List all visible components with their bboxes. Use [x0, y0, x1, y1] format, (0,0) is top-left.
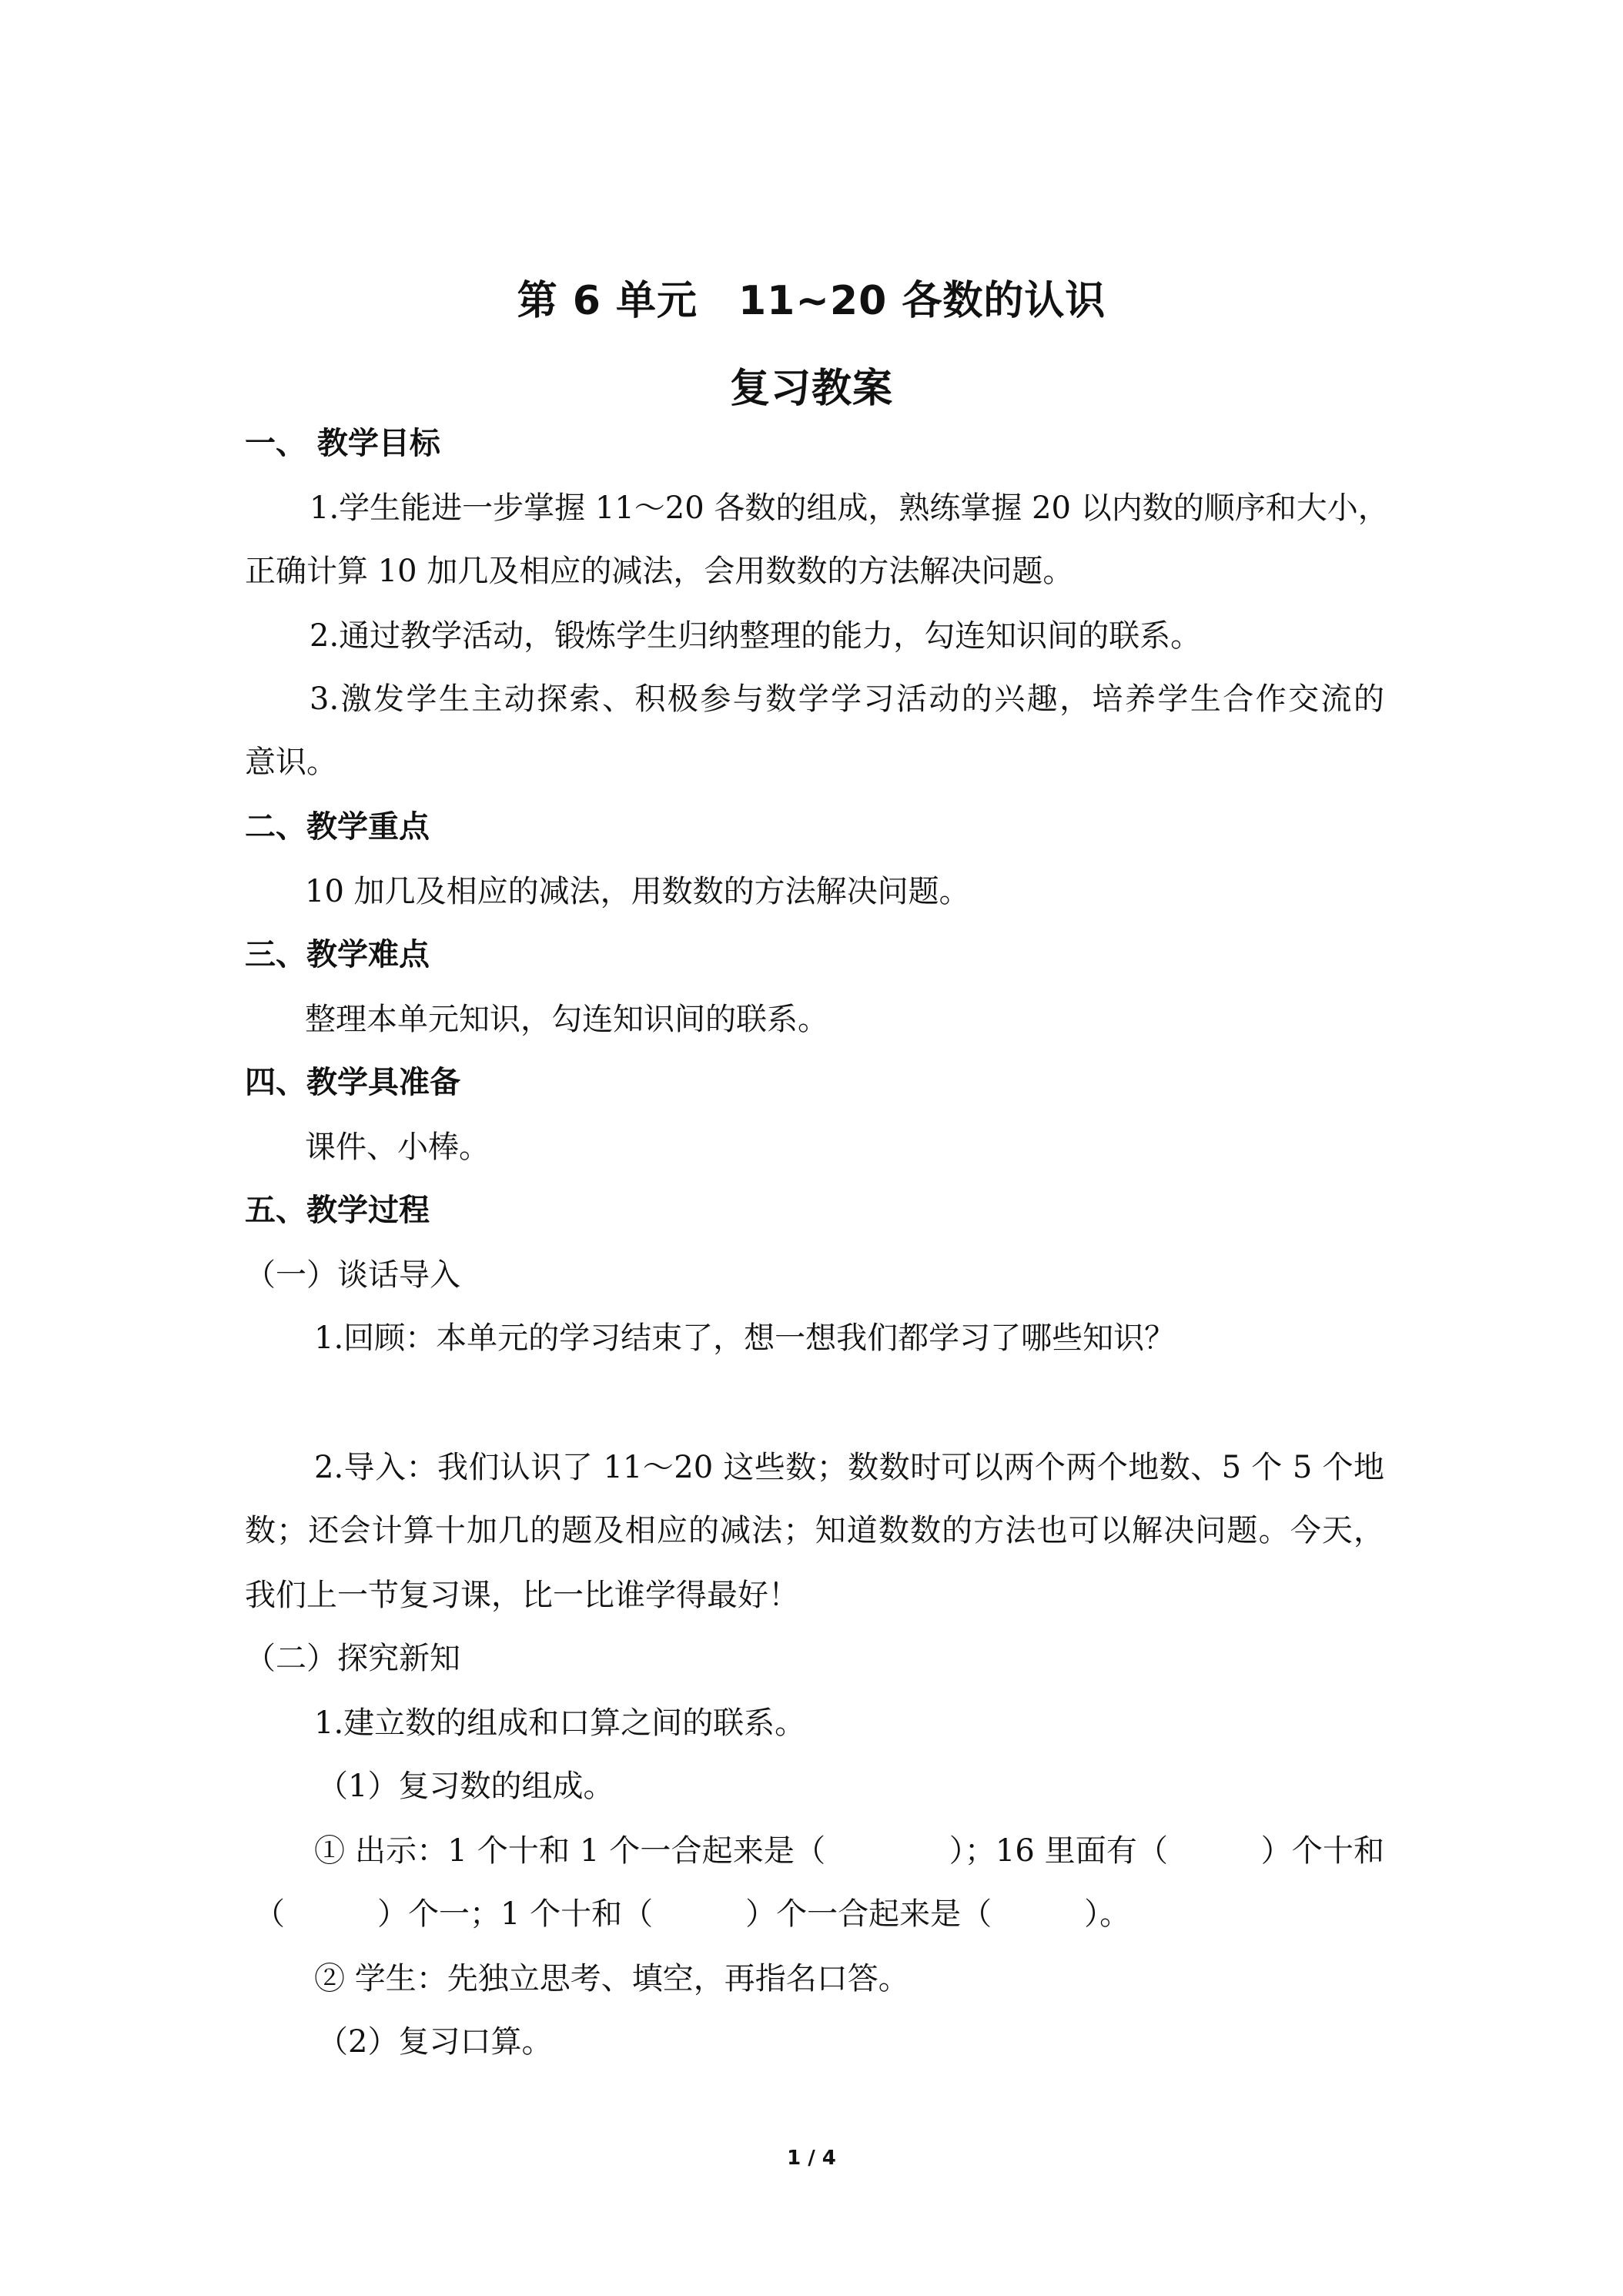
composition-question-line-2: （ ）个一；1 个十和（ ）个一合起来是（ ）。: [254, 1896, 1131, 1932]
subsection-explore: （二）探究新知: [245, 1641, 460, 1676]
explore-item-1-1: （1）复习数的组成。: [317, 1769, 614, 1804]
subsection-intro: （一）谈话导入: [245, 1257, 460, 1293]
page-number: 1 / 4: [787, 2147, 836, 2170]
section-heading-key-points: 二、教学重点: [245, 809, 430, 845]
composition-instruction: ② 学生：先独立思考、填空，再指名口答。: [314, 1961, 909, 1996]
key-points-text: 10 加几及相应的减法，用数数的方法解决问题。: [305, 874, 970, 909]
objective-2: 2.通过教学活动，锻炼学生归纳整理的能力，勾连知识间的联系。: [310, 618, 1202, 654]
objective-1-line-2: 正确计算 10 加几及相应的减法，会用数数的方法解决问题。: [245, 554, 1074, 589]
document-title: 第 6 单元 11~20 各数的认识: [517, 278, 1106, 324]
objective-3-line-2: 意识。: [245, 745, 337, 780]
intro-lead-line-3: 我们上一节复习课，比一比谁学得最好！: [245, 1578, 799, 1613]
intro-review: 1.回顾：本单元的学习结束了，想一想我们都学习了哪些知识？: [314, 1320, 1176, 1356]
explore-item-1: 1.建立数的组成和口算之间的联系。: [314, 1705, 806, 1741]
section-heading-materials: 四、教学具准备: [245, 1065, 460, 1100]
composition-question-line-1: ① 出示：1 个十和 1 个一合起来是（ ）；16 里面有（ ）个十和: [314, 1833, 1384, 1869]
objective-1-line-1: 1.学生能进一步掌握 11～20 各数的组成，熟练掌握 20 以内数的顺序和大小，: [310, 490, 1389, 526]
objective-3-line-1: 3.激发学生主动探索、积极参与数学学习活动的兴趣，培养学生合作交流的: [310, 681, 1384, 717]
intro-lead-line-2: 数；还会计算十加几的题及相应的减法；知道数数的方法也可以解决问题。今天，: [245, 1513, 1384, 1548]
section-heading-process: 五、教学过程: [245, 1193, 430, 1228]
difficulties-text: 整理本单元知识，勾连知识间的联系。: [305, 1002, 828, 1037]
materials-text: 课件、小棒。: [305, 1130, 490, 1165]
section-heading-objectives: 一、 教学目标: [245, 426, 440, 461]
explore-item-1-2: （2）复习口算。: [317, 2024, 553, 2060]
intro-lead-line-1: 2.导入：我们认识了 11～20 这些数；数数时可以两个两个地数、5 个 5 个地: [314, 1450, 1384, 1485]
document-subtitle: 复习教案: [729, 366, 893, 412]
section-heading-difficulties: 三、教学难点: [245, 937, 430, 972]
